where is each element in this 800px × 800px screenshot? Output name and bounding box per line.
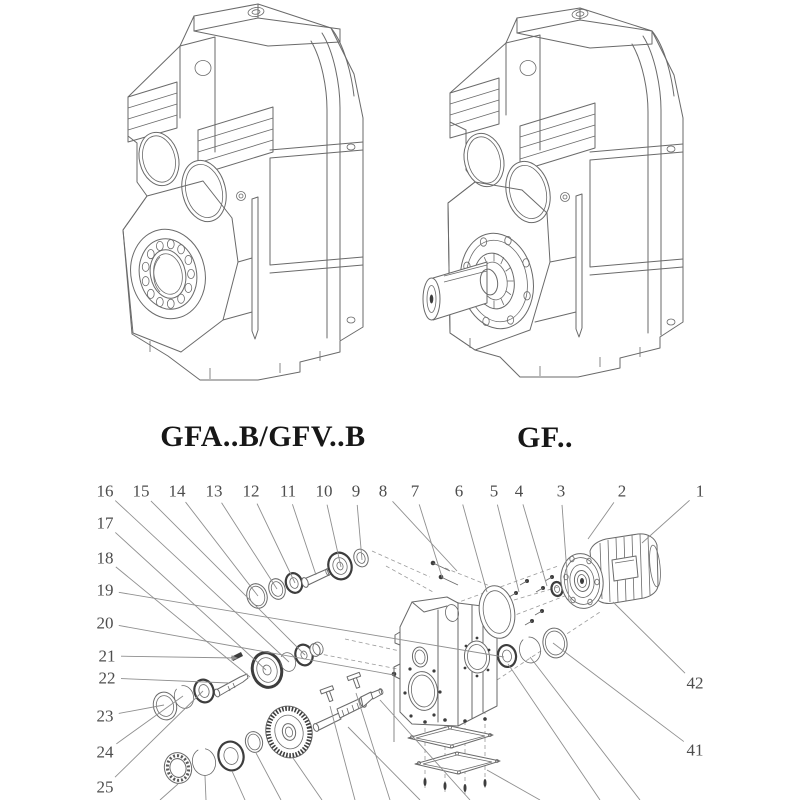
callout-number: 5 [489, 481, 499, 501]
callout-number: 25 [96, 777, 114, 797]
part-key [231, 652, 243, 661]
part-mid-pinion-shaft [216, 674, 248, 696]
part-output-gear [260, 701, 317, 763]
callout-number: 22 [98, 668, 116, 688]
part-output-bearing [215, 739, 246, 773]
callout-number: 42 [686, 673, 704, 693]
part-front-snap-ring [517, 635, 542, 664]
callout-number: 1 [695, 481, 705, 501]
callout-leader-line [463, 504, 487, 592]
model-label-left: GFA..B/GFV..B [160, 420, 366, 453]
callout-6 [455, 482, 487, 593]
callout-number: 24 [96, 742, 114, 762]
callout-leader-line [121, 679, 229, 683]
callout-leader-line [523, 504, 547, 586]
callout-leader-line [642, 500, 690, 543]
callout-1 [642, 482, 704, 544]
callout-number: 17 [96, 513, 114, 533]
callout-leader-line [186, 502, 258, 596]
callout-number: 3 [556, 481, 566, 501]
callout-number: 8 [378, 481, 388, 501]
callout-number: 7 [410, 481, 420, 501]
callout-leader-line [613, 602, 685, 673]
callout-number: 11 [279, 481, 297, 501]
callout-22 [99, 669, 230, 688]
part-pin-2 [347, 672, 364, 690]
part-pin-1 [320, 686, 337, 704]
part-washer [243, 730, 265, 754]
callout-number: 12 [242, 481, 260, 501]
input-shaft-parts [244, 547, 371, 611]
adapter-bolts [509, 575, 554, 625]
callout-number: 20 [96, 613, 114, 633]
callout-7 [411, 482, 442, 578]
callout-2 [588, 482, 626, 540]
callout-leader-line [292, 504, 316, 575]
callout-leader-line [588, 502, 614, 539]
callout-16 [97, 482, 290, 663]
part-input-bearing [283, 571, 304, 595]
callout-number: 16 [96, 481, 114, 501]
bottom-cover-gaskets [408, 717, 500, 792]
callout-number: 41 [686, 740, 704, 760]
callout-20 [97, 614, 395, 676]
callout-number: 18 [96, 548, 114, 568]
output-seal-parts [150, 677, 216, 722]
callout-13 [206, 482, 278, 590]
callout-42 [613, 602, 704, 693]
callout-number: 4 [514, 481, 524, 501]
callout-number: 19 [96, 580, 114, 600]
part-snap-ring-large [190, 746, 219, 778]
callout-number: 23 [96, 706, 114, 726]
gearbox-drawing-solid-shaft [423, 8, 683, 377]
callout-number: 6 [454, 481, 464, 501]
part-mid-gear [248, 649, 286, 691]
callout-number: 21 [98, 646, 116, 666]
callout-41 [553, 643, 704, 760]
part-output-shaft [312, 688, 383, 732]
callout-leader-line [151, 501, 305, 655]
callout-number: 10 [315, 481, 333, 501]
callout-9 [352, 482, 362, 561]
callout-11 [280, 482, 316, 576]
callout-15 [133, 482, 306, 656]
callout-leader-line [222, 503, 277, 589]
part-mid-roller [308, 642, 321, 657]
exploded-view [97, 482, 705, 800]
callout-number: 2 [617, 481, 627, 501]
callout-10 [316, 482, 342, 568]
callout-leader-line [115, 532, 266, 670]
callout-leader-line [121, 656, 237, 658]
callout-number: 9 [351, 481, 361, 501]
callout-number: 15 [132, 481, 150, 501]
gearbox-drawing-hollow-shaft [122, 4, 363, 380]
callout-4 [515, 482, 547, 587]
callout-leader-line [257, 504, 295, 583]
callout-number: 14 [168, 481, 186, 501]
callout-number: 13 [205, 481, 223, 501]
callout-leader-line [419, 504, 442, 577]
part-input-gear [325, 550, 355, 583]
callout-leader-line [497, 505, 519, 592]
callout-17 [97, 514, 267, 671]
intermediate-shaft-parts [213, 641, 324, 698]
callout-leader-line [553, 643, 684, 742]
callout-leader-line [116, 567, 250, 677]
callout-leader-line [393, 501, 457, 571]
model-label-right: GF.. [517, 421, 573, 454]
